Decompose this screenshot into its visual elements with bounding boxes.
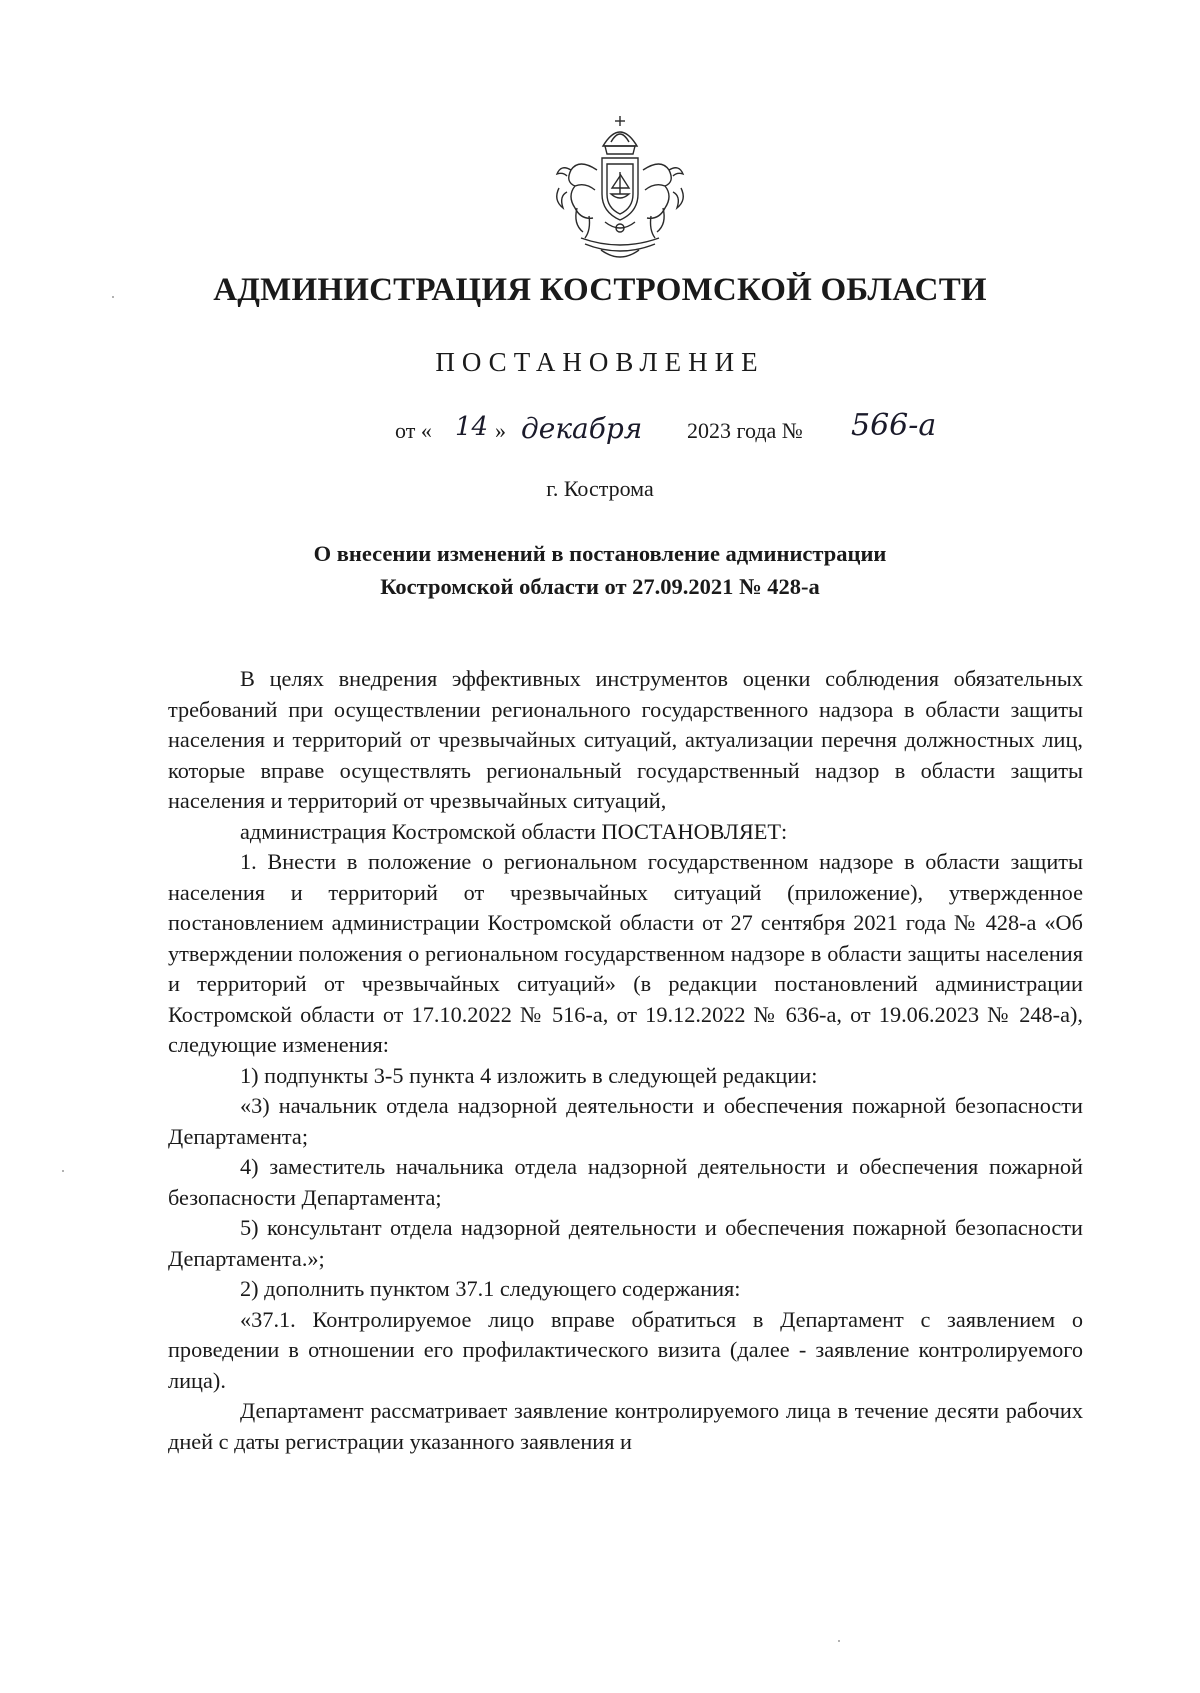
city-name: г. Кострома [546, 476, 654, 501]
paragraph: 2) дополнить пунктом 37.1 следующего содержания: [240, 1276, 741, 1301]
paragraph: «3) начальник отдела надзорной деятельности и обеспечения пожарной безопасности Департамента; [168, 1093, 1083, 1149]
date-year-text: 2023 года № [687, 418, 803, 443]
coat-of-arms-emblem [545, 112, 695, 267]
date-quote-close: » [495, 418, 506, 443]
heading-line-1: О внесении изменений в постановление администрации [313, 541, 887, 566]
paragraph: 5) консультант отдела надзорной деятельности и обеспечения пожарной безопасности Департамента.»; [168, 1215, 1083, 1271]
paragraph: 4) заместитель начальника отдела надзорной деятельности и обеспечения пожарной безопасности Департамента; [168, 1154, 1083, 1210]
handwritten-month: декабря [521, 412, 643, 445]
document-heading [0, 537, 1200, 603]
document-type: ПОСТАНОВЛЕНИЕ [435, 347, 765, 377]
scan-speck [62, 1170, 64, 1172]
date-prefix: от « [395, 418, 432, 443]
document-body [168, 664, 1083, 1457]
paragraph: 1. Внести в положение о региональном государственном надзоре в области защиты населения и территорий от чрезвычайных ситуаций (приложение), утвержденное постановлением администрации Костромской области от 27 сентября 2021 года № 428-а «Об утверждении положения о региональном государственном надзоре в области защиты населения и территорий от чрезвычайных ситуаций» (в редакции постановлений администрации Костромской области от 17.10.2022 № 516-а, от 19.12.2022 № 636-а, от 19.06.2023 № 248-а), следующие изменения: [168, 849, 1083, 1057]
scan-speck [112, 296, 114, 298]
handwritten-day: 14 [455, 412, 489, 442]
paragraph: Департамент рассматривает заявление контролируемого лица в течение десяти рабочих дней с даты регистрации указанного заявления и [168, 1398, 1083, 1454]
paragraph: В целях внедрения эффективных инструментов оценки соблюдения обязательных требований при осуществлении регионального государственного надзора в области защиты населения и территорий от чрезвычайных ситуаций, актуализации перечня должностных лиц, которые вправе осуществлять региональный государственный надзор в области защиты населения и территорий от чрезвычайных ситуаций, [168, 666, 1083, 813]
paragraph: «37.1. Контролируемое лицо вправе обратиться в Департамент с заявлением о проведении в отношении его профилактического визита (далее - заявление контролируемого лица). [168, 1306, 1083, 1393]
paragraph: администрация Костромской области ПОСТАНОВЛЯЕТ: [240, 818, 788, 844]
scan-speck [838, 1640, 840, 1642]
paragraph: 1) подпункты 3-5 пункта 4 изложить в следующей редакции: [240, 1062, 818, 1088]
organization-title: АДМИНИСТРАЦИЯ КОСТРОМСКОЙ ОБЛАСТИ [213, 272, 987, 308]
handwritten-doc-number: 566-а [851, 408, 937, 443]
date-number-line [395, 408, 1055, 456]
heading-line-2: Костромской области от 27.09.2021 № 428-а [380, 574, 820, 599]
